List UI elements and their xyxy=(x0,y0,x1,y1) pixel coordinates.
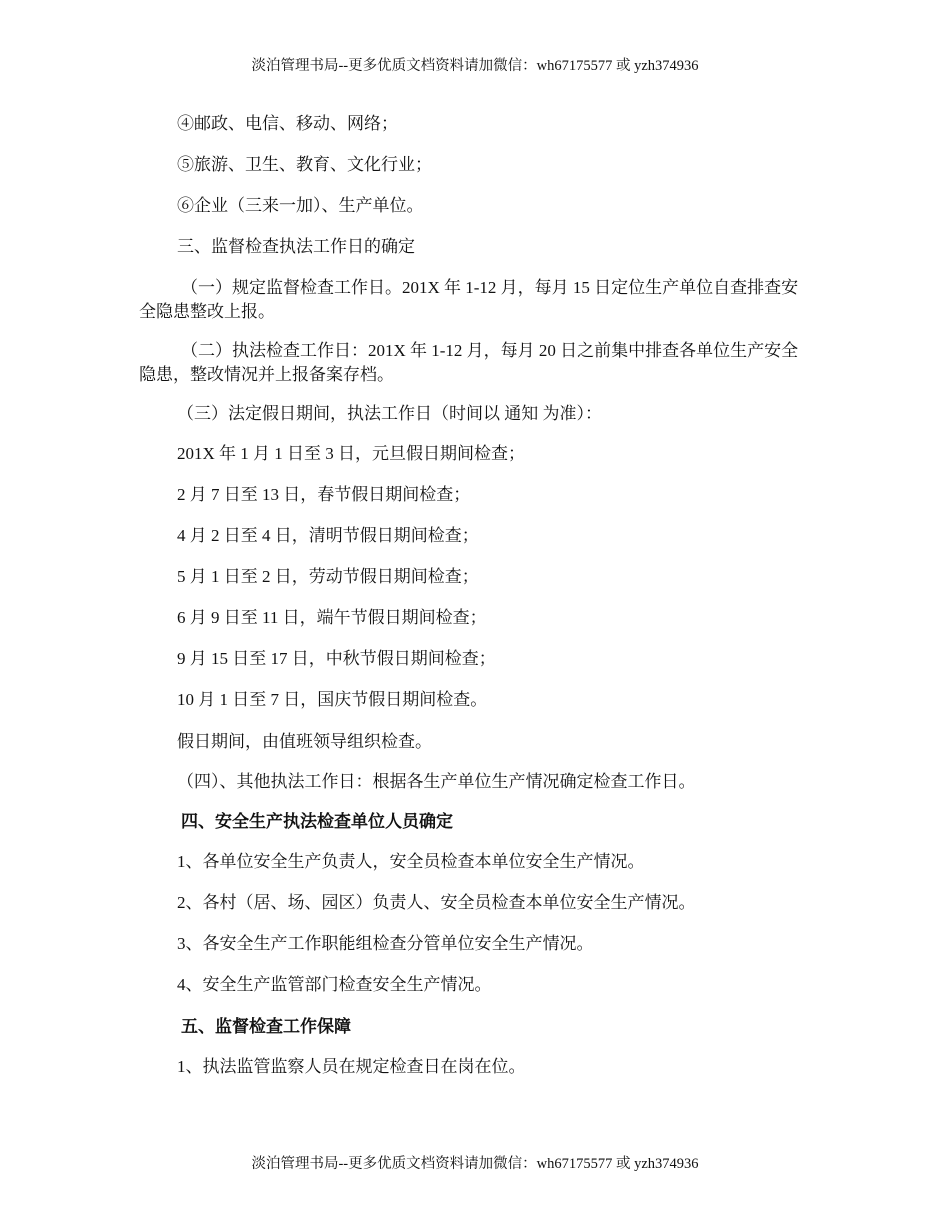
section-3-heading: 三、监督检查执法工作日的确定 xyxy=(177,237,415,256)
holiday-national-day: 10 月 1 日至 7 日，国庆节假日期间检查。 xyxy=(177,690,488,709)
holiday-labor-day: 5 月 1 日至 2 日，劳动节假日期间检查； xyxy=(177,567,479,586)
list-item-enterprise: ⑥企业（三来一加）、生产单位。 xyxy=(177,196,424,215)
section-4-item-1: 1、各单位安全生产负责人，安全员检查本单位安全生产情况。 xyxy=(177,852,645,871)
section-4-heading: 四、安全生产执法检查单位人员确定 xyxy=(181,812,453,831)
paragraph-holiday-intro: （三）法定假日期间，执法工作日（时间以 通知 为准）： xyxy=(177,404,602,423)
list-item-tourism-health: ⑤旅游、卫生、教育、文化行业； xyxy=(177,155,432,174)
holiday-mid-autumn: 9 月 15 日至 17 日，中秋节假日期间检查； xyxy=(177,649,496,668)
section-4-item-3: 3、各安全生产工作职能组检查分管单位安全生产情况。 xyxy=(177,934,594,953)
holiday-qingming: 4 月 2 日至 4 日，清明节假日期间检查； xyxy=(177,526,479,545)
section-5-item-1: 1、执法监管监察人员在规定检查日在岗在位。 xyxy=(177,1057,526,1076)
paragraph-enforcement-day: （二）执法检查工作日：201X 年 1-12 月，每月 20 日之前集中排查各单位生产安全隐患，整改情况并上报备案存档。 xyxy=(139,341,799,384)
holiday-dragon-boat: 6 月 9 日至 11 日，端午节假日期间检查； xyxy=(177,608,487,627)
holiday-spring-festival: 2 月 7 日至 13 日，春节假日期间检查； xyxy=(177,485,471,504)
holiday-note: 假日期间，由值班领导组织检查。 xyxy=(177,732,432,751)
paragraph-other-days: （四）、其他执法工作日：根据各生产单位生产情况确定检查工作日。 xyxy=(177,772,696,791)
section-4-item-4: 4、安全生产监管部门检查安全生产情况。 xyxy=(177,975,492,994)
section-4-item-2: 2、各村（居、场、园区）负责人、安全员检查本单位安全生产情况。 xyxy=(177,893,696,912)
paragraph-supervision-day: （一）规定监督检查工作日。201X 年 1-12 月，每月 15 日定位生产单位自查排查安全隐患整改上报。 xyxy=(139,278,799,321)
page-header: 淡泊管理书局--更多优质文档资料请加微信：wh67175577 或 yzh374936 xyxy=(251,58,699,74)
list-item-postal-telecom: ④邮政、电信、移动、网络； xyxy=(177,114,398,133)
section-5-heading: 五、监督检查工作保障 xyxy=(181,1017,351,1036)
holiday-new-year: 201X 年 1 月 1 日至 3 日，元旦假日期间检查； xyxy=(177,444,526,463)
page-footer: 淡泊管理书局--更多优质文档资料请加微信：wh67175577 或 yzh374936 xyxy=(251,1156,699,1172)
